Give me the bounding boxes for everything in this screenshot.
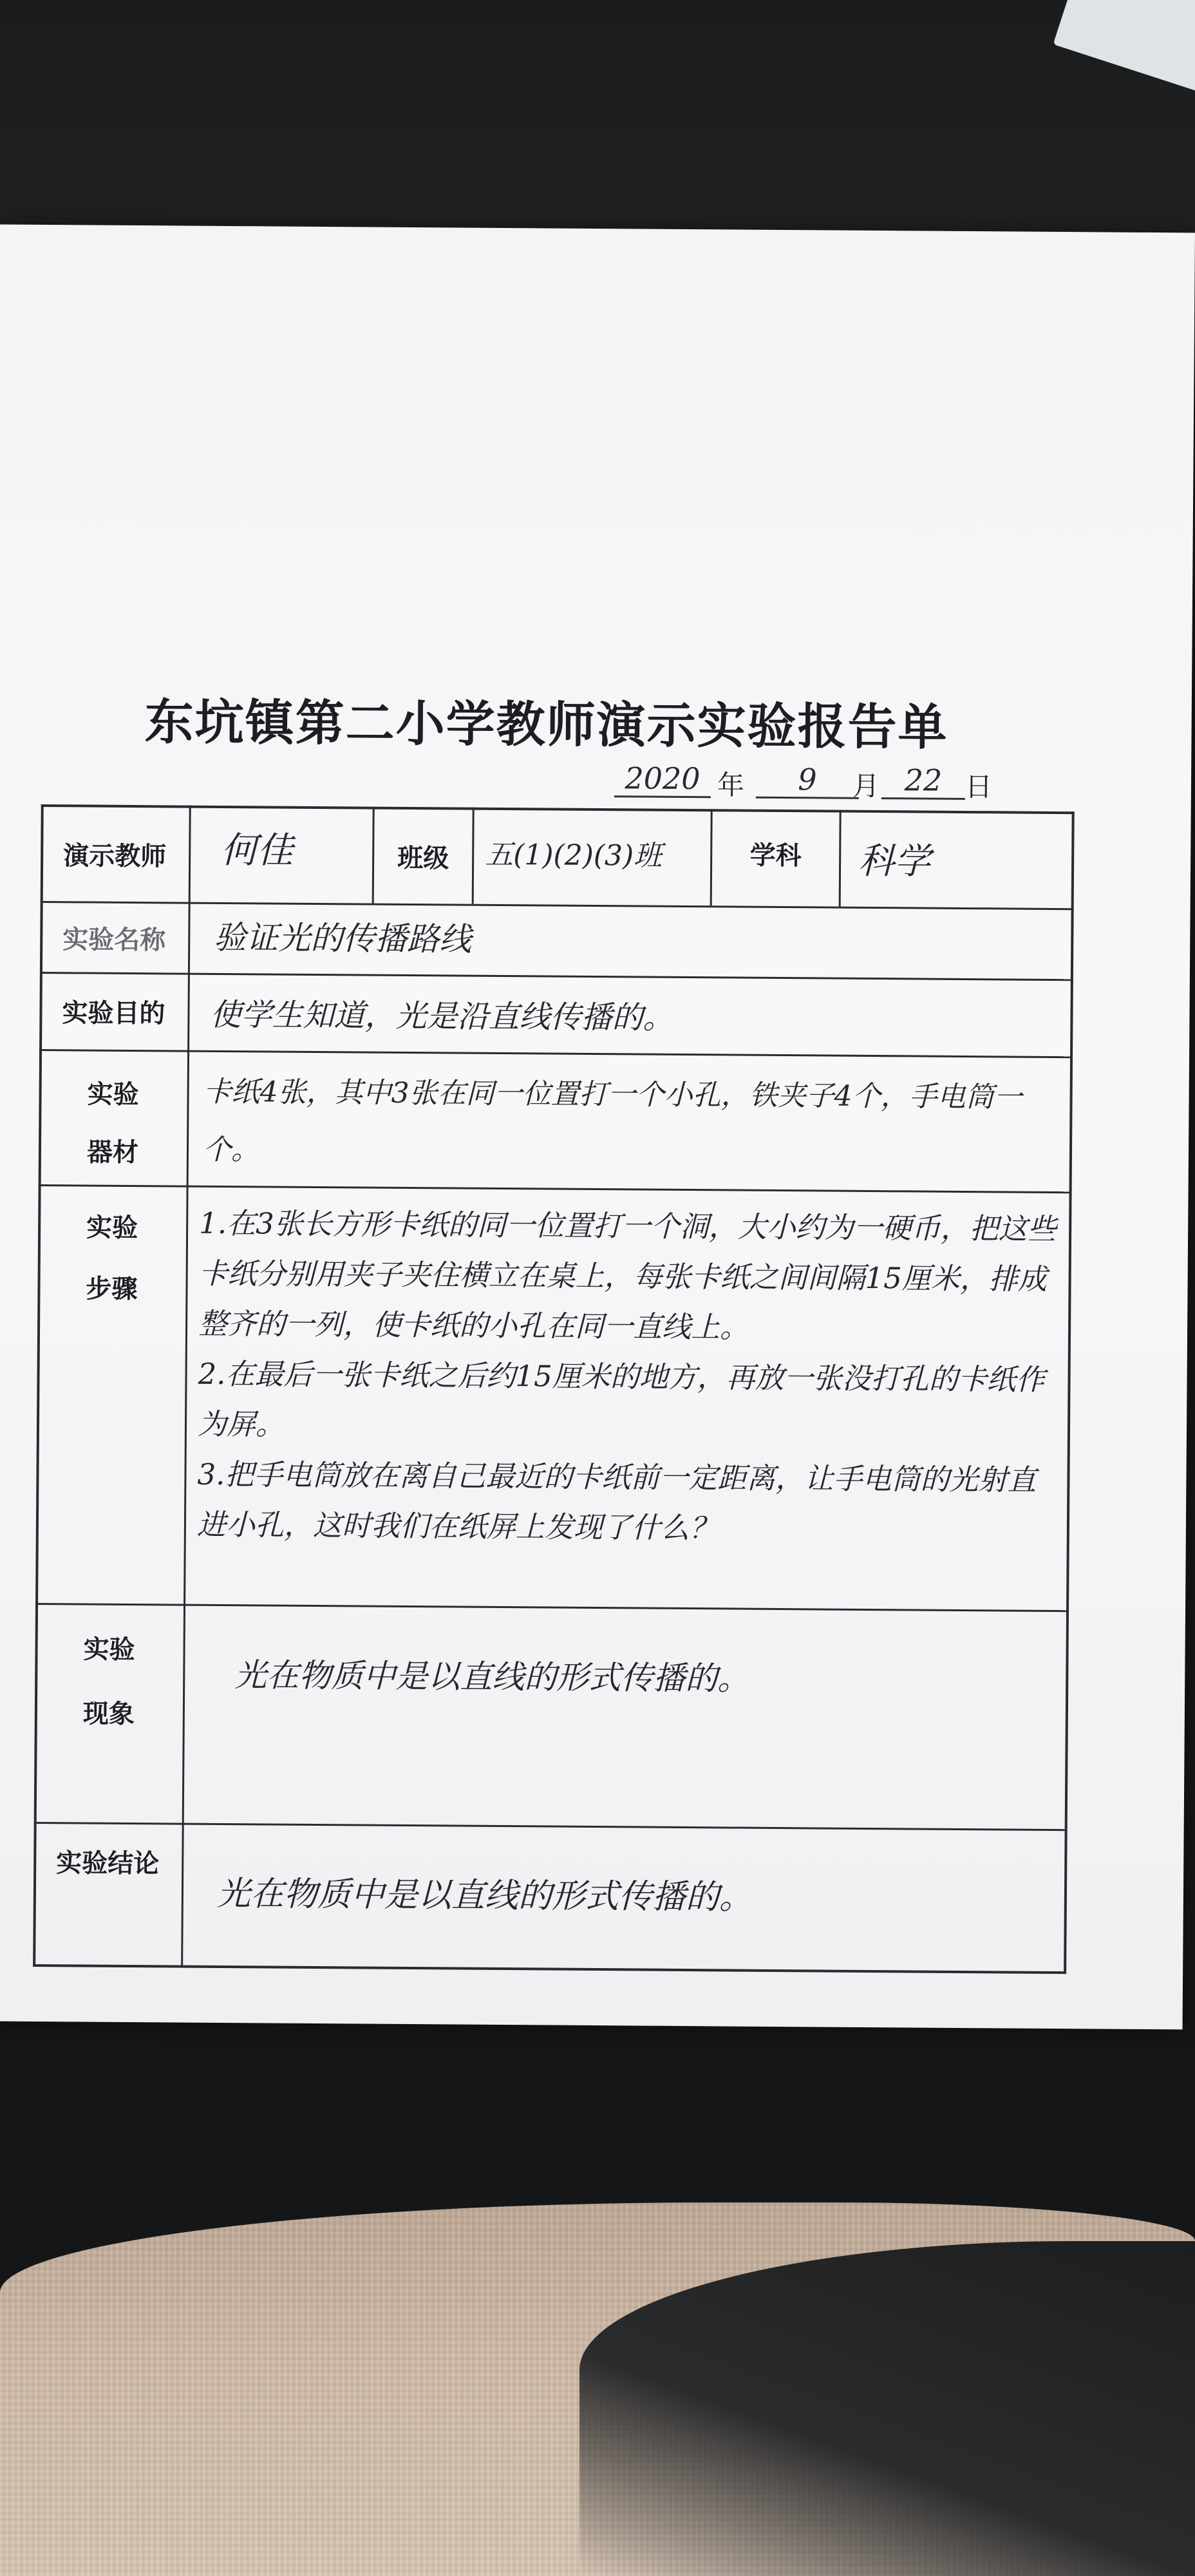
phenomenon-value: 光在物质中是以直线的形式传播的。 xyxy=(234,1656,750,1698)
subject-label: 学科 xyxy=(749,840,802,871)
conclusion-value: 光在物质中是以直线的形式传播的。 xyxy=(216,1874,753,1917)
class-label: 班级 xyxy=(397,843,449,874)
materials-label-2: 器材 xyxy=(86,1137,139,1168)
phenomenon-label-1: 实验 xyxy=(83,1634,135,1665)
background-dark xyxy=(0,0,1195,245)
steps-value: 1.在3张长方形卡纸的同一位置打一个洞，大小约为一硬币，把这些卡纸分别用夹子夹住横立在桌上，每张卡纸之间间隔15厘米，排成整齐的一列，使卡纸的小孔在同一直线上。 2.在最后一张卡纸之后约15厘米的地方，再放一张没打孔的卡纸作为屏。 3.把手电筒放在离自己最近的卡纸前一定距离，让手电筒的光射直进小孔，这时我们在纸屏上发现了什么？ xyxy=(196,1206,1057,1546)
date-day-label: 日 xyxy=(964,771,993,803)
materials-label-1: 实验 xyxy=(87,1079,139,1110)
teacher-label: 演示教师 xyxy=(63,841,167,872)
class-value: 五(1)(2)(3)班 xyxy=(485,838,663,873)
date-month-label: 月 xyxy=(852,770,880,802)
report-form xyxy=(33,804,1075,1974)
phenomenon-label-2: 现象 xyxy=(82,1699,135,1730)
date-day: 22 xyxy=(881,762,965,800)
materials-value: 卡纸4张，其中3张在同一位置打一个小孔，铁夹子4个，手电筒一个。 xyxy=(202,1075,1022,1167)
conclusion-label: 实验结论 xyxy=(56,1848,160,1879)
subject-value: 科学 xyxy=(858,840,931,883)
report-sheet xyxy=(0,225,1195,2030)
date-row xyxy=(608,757,1021,811)
steps-label-1: 实验 xyxy=(86,1213,138,1244)
report-title: 东坑镇第二小学教师演示实验报告单 xyxy=(144,693,948,756)
experiment-name-value: 验证光的传播路线 xyxy=(214,918,472,958)
teacher-value: 何佳 xyxy=(221,829,294,872)
purpose-label: 实验目的 xyxy=(62,998,165,1029)
date-month: 9 xyxy=(756,762,859,799)
date-year: 2020 xyxy=(614,761,711,798)
experiment-name-label: 实验名称 xyxy=(62,925,166,956)
date-year-label: 年 xyxy=(717,769,745,801)
steps-label-2: 步骤 xyxy=(86,1274,138,1305)
purpose-value: 使学生知道，光是沿直线传播的。 xyxy=(210,996,674,1036)
